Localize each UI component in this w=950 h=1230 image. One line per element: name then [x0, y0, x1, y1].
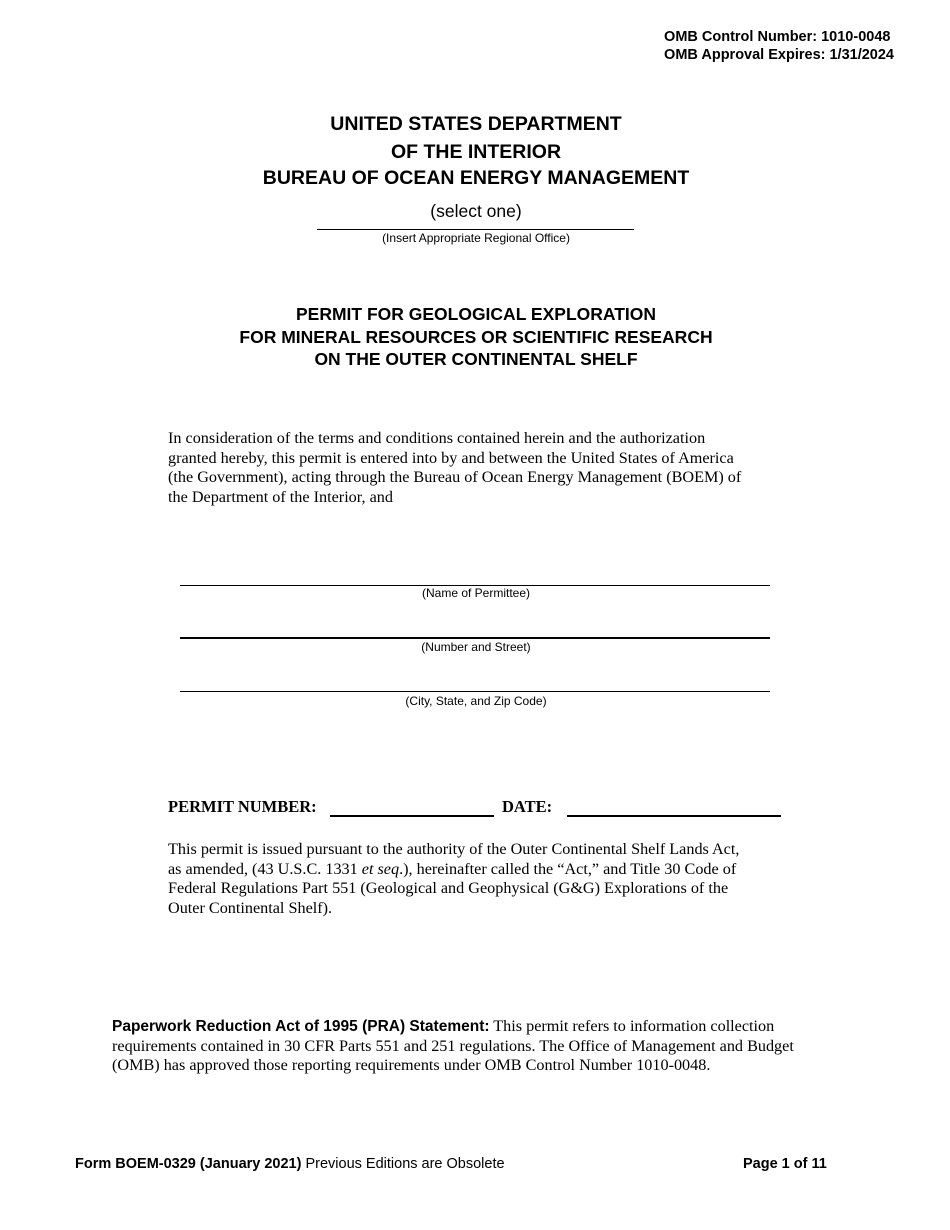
- regional-office-underline: [317, 229, 634, 230]
- authority-paragraph: [168, 840, 788, 918]
- city-state-zip-line: [180, 691, 770, 692]
- permit-number-underline: [330, 815, 494, 817]
- permit-title: [0, 303, 950, 371]
- date-field[interactable]: [567, 797, 781, 816]
- pra-lead: Paperwork Reduction Act of 1995 (PRA) Statement:: [112, 1018, 490, 1035]
- page-number: Page 1 of 11: [743, 1156, 827, 1172]
- intro-line-2: granted hereby, this permit is entered into by and between the United States of America: [168, 448, 734, 467]
- permit-number-field[interactable]: [330, 797, 494, 816]
- agency-line-2: OF THE INTERIOR: [390, 141, 562, 163]
- authority-line-1: This permit is issued pursuant to the authority of the Outer Continental Shelf Lands Act,: [168, 840, 740, 858]
- pra-line-2: requirements contained in 30 CFR Parts 551 and 251 regulations. The Office of Management and Budget: [112, 1036, 794, 1055]
- pra-statement: [112, 1017, 840, 1076]
- omb-control-number: OMB Control Number: 1010-0048: [664, 29, 891, 45]
- permit-number-label: PERMIT NUMBER:: [168, 797, 317, 816]
- intro-line-4: the Department of the Interior, and: [168, 487, 393, 506]
- agency-heading: [0, 111, 950, 191]
- form-id: Form BOEM-0329 (January 2021): [75, 1156, 302, 1172]
- omb-approval-expires: OMB Approval Expires: 1/31/2024: [664, 47, 894, 63]
- obsolete-note: Previous Editions are Obsolete: [301, 1156, 505, 1172]
- date-label: DATE:: [502, 797, 553, 816]
- regional-office-caption: (Insert Appropriate Regional Office): [382, 231, 570, 245]
- pra-line-3: (OMB) has approved those reporting requirements under OMB Control Number 1010-0048.: [112, 1056, 711, 1075]
- pra-line-1: [112, 1017, 840, 1037]
- authority-line-2: [168, 860, 788, 880]
- date-underline: [567, 815, 781, 817]
- permit-title-line-2: FOR MINERAL RESOURCES OR SCIENTIFIC RESEARCH: [239, 326, 713, 347]
- footer-form-info: [75, 1155, 505, 1173]
- permittee-name-caption: (Name of Permittee): [421, 586, 531, 600]
- permit-title-line-1: PERMIT FOR GEOLOGICAL EXPLORATION: [295, 304, 657, 324]
- city-state-zip-caption: (City, State, and Zip Code): [405, 694, 547, 708]
- authority-line-2-end: .), hereinafter called the “Act,” and Title 30 Code of: [399, 859, 737, 878]
- et-seq-italic: et seq: [361, 859, 400, 878]
- omb-block: [664, 28, 894, 64]
- agency-line-3: BUREAU OF OCEAN ENERGY MANAGEMENT: [262, 167, 690, 189]
- authority-line-3: Federal Regulations Part 551 (Geological and Geophysical (G&G) Explorations of the: [168, 879, 729, 898]
- pra-line-1-rest: This permit refers to information collection: [489, 1017, 775, 1035]
- permit-title-line-3: ON THE OUTER CONTINENTAL SHELF: [314, 349, 638, 369]
- street-line: [180, 637, 770, 639]
- intro-paragraph: [168, 429, 788, 507]
- agency-line-1: UNITED STATES DEPARTMENT: [330, 113, 622, 135]
- intro-line-3: (the Government), acting through the Bureau of Ocean Energy Management (BOEM) of: [168, 468, 742, 487]
- regional-office-select[interactable]: (select one): [430, 201, 522, 221]
- intro-line-1: In consideration of the terms and conditions contained herein and the authorization: [168, 429, 706, 447]
- authority-line-2-start: as amended, (43 U.S.C. 1331: [168, 859, 362, 878]
- authority-line-4: Outer Continental Shelf).: [168, 898, 333, 917]
- street-caption: (Number and Street): [421, 640, 531, 654]
